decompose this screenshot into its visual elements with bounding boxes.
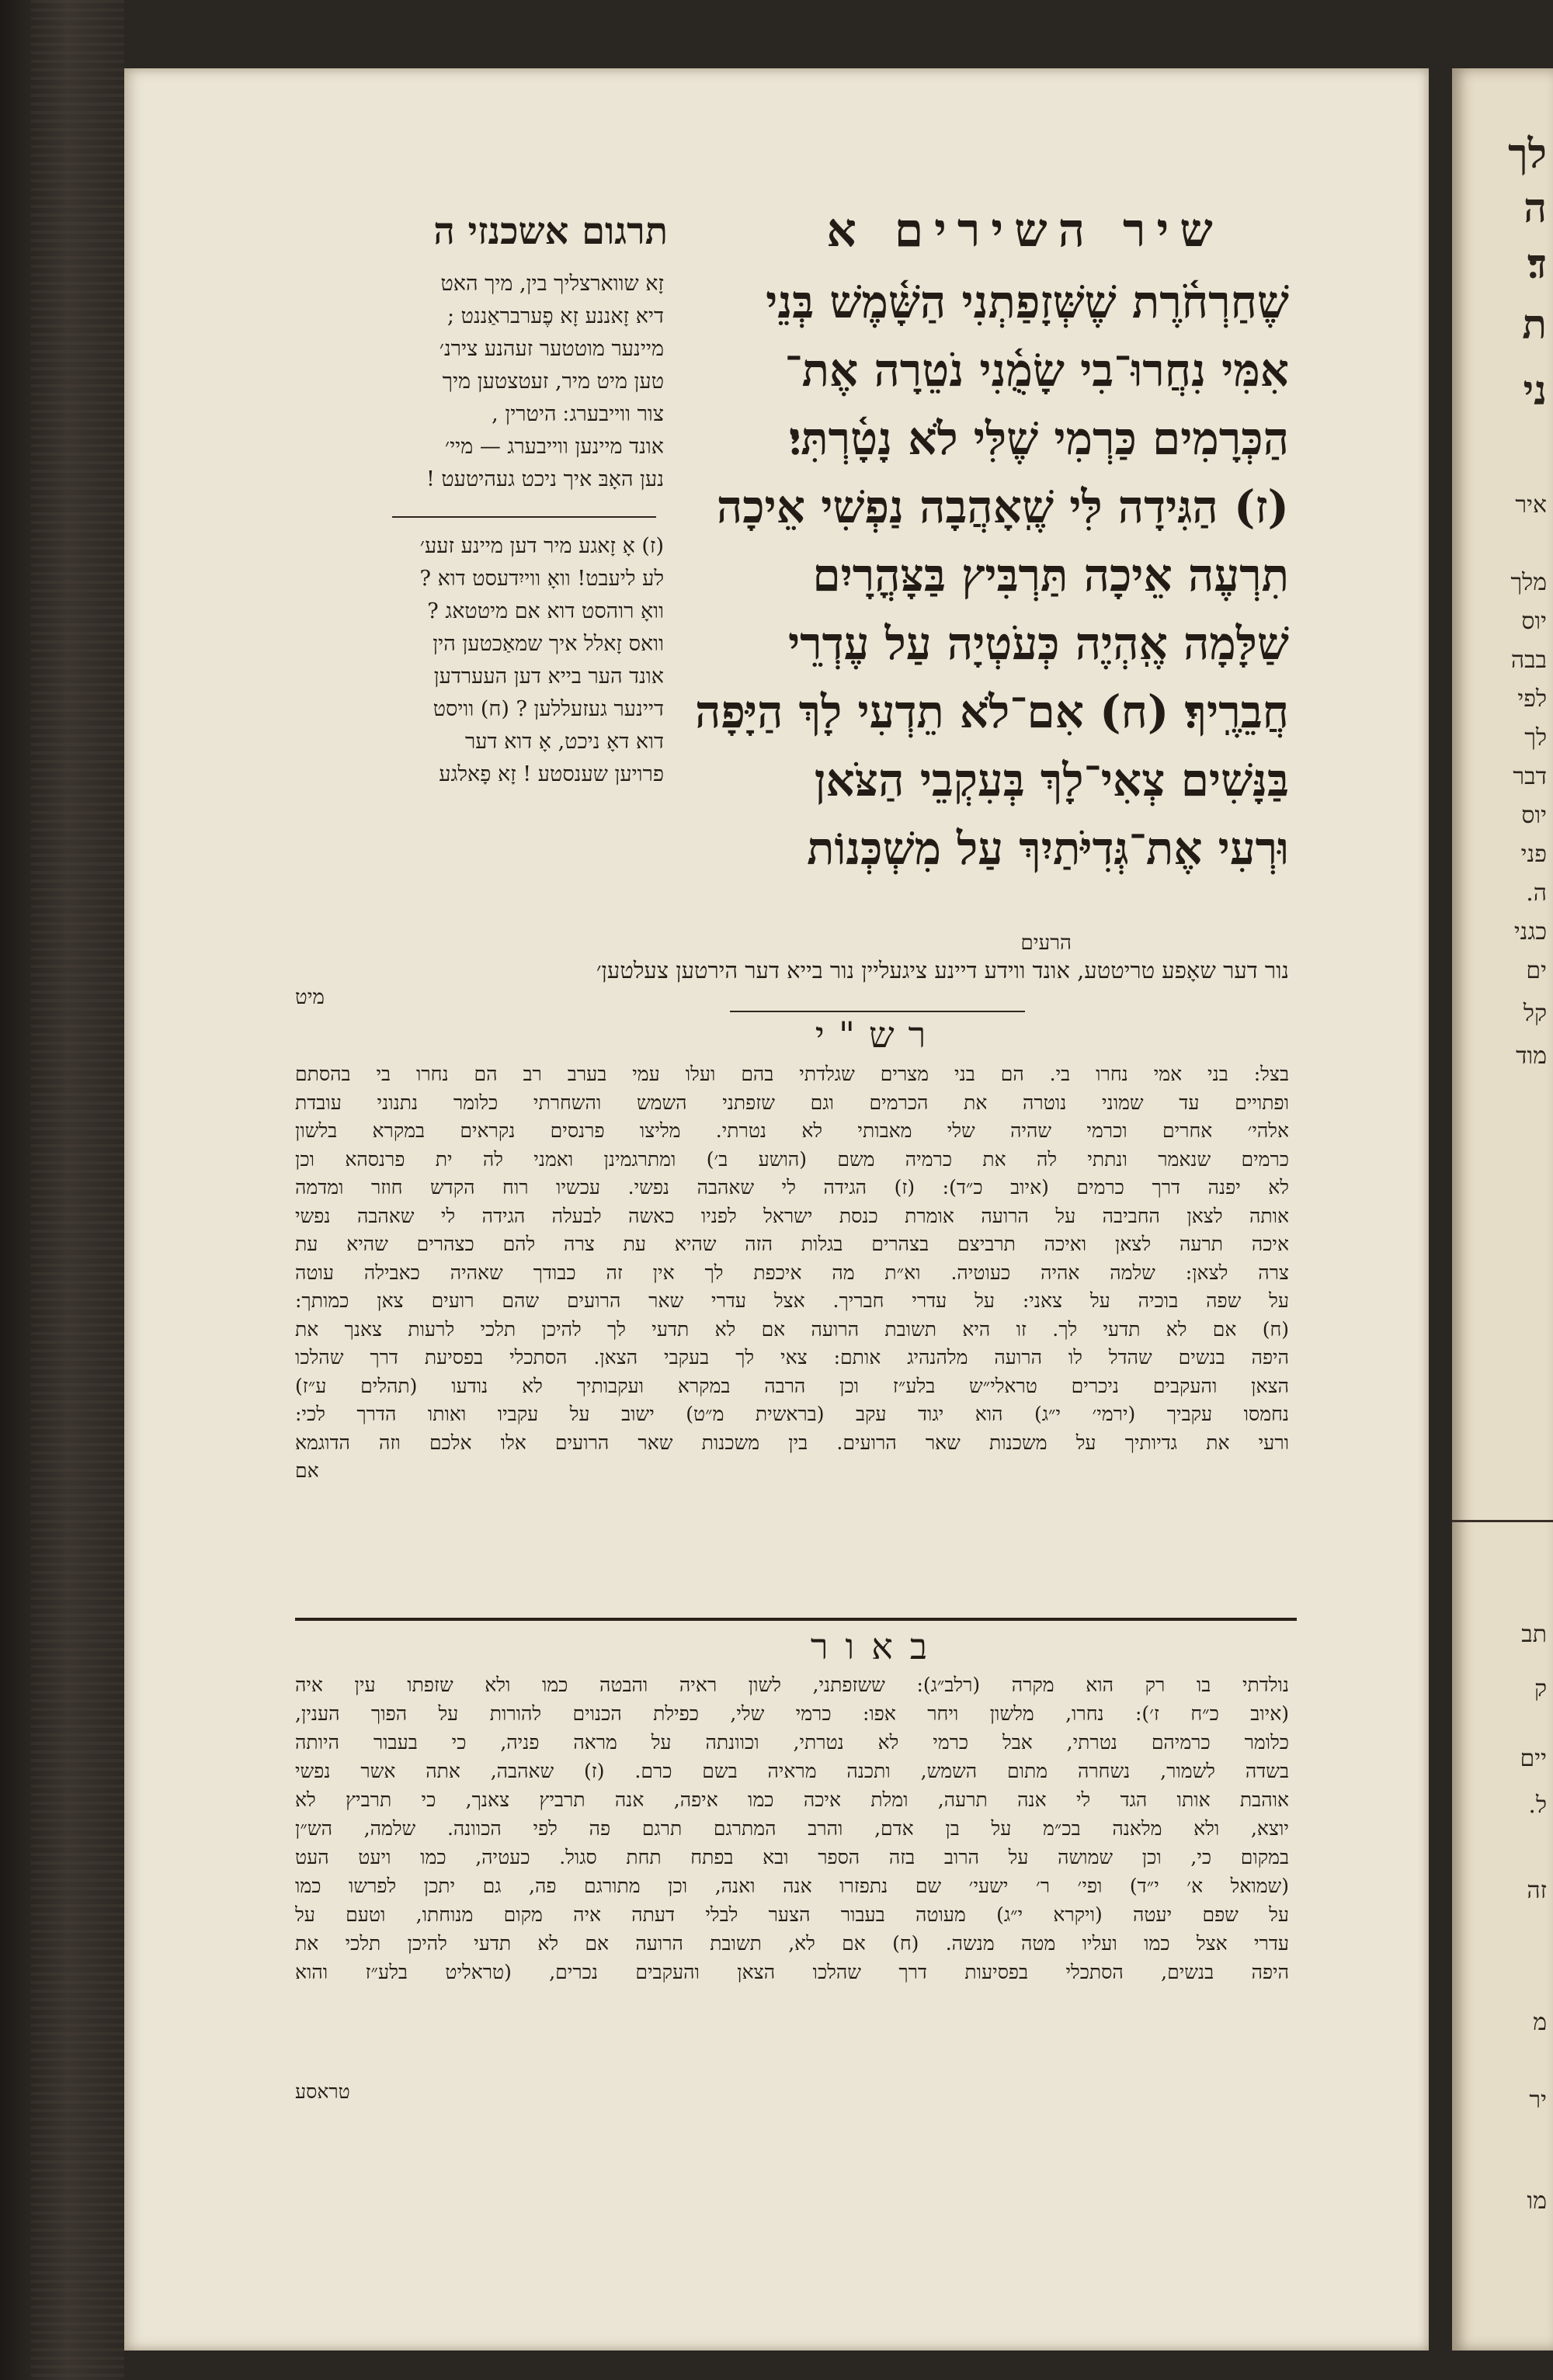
verse-line: שַׁלָּמָה אֶֽהְיֶה כְּעֹטְיָה עַל עֶדְרֵי [787,617,1289,670]
biur-line: כלומר כרמיהם נטרתי, אבל כרמי לא נטרתי, וכוונתה על מראה פניה, כי בעבור היותה [295,1731,1289,1754]
next-page-fragment: ה [1523,185,1547,232]
next-page-fragment: לך [1508,130,1547,178]
verse-line: שֶׁחַרְחֹ֫רֶת שֶׁשְּׁזָפַתְנִי הַשָּׁ֫מֶשׁ בְּנֵי [766,276,1289,328]
rashi-top-rule [730,1011,1025,1012]
verse-line: וּרְעִי אֶת־גְּדִיֹּתַיִךְ עַל מִשְׁכְּנוֹת [807,822,1289,875]
next-page-fragment: ת [1522,301,1547,349]
translation-column [299,268,664,791]
rashi-line: היפה בנשים שהדל לו הרועה מלהנהיג אותם: צאי לך בעקבי הצאן. הסתכלי בפסיעת דרך שהלכו [295,1346,1289,1369]
rashi-line: כרמים שנאמר ונתתי לה את כרמיה משם (הושע ב׳) ומתרגמינן ואמני לה ית פרנסהא וכן [295,1147,1289,1171]
next-page-fragment: ני [1523,367,1547,415]
biur-line: (איוב כ״ח ז׳): נחרו, מלשון ויחר אפו: כרמי שלי, כפילת הכנוים להורות על הפוך הענין, [295,1702,1289,1725]
translation-line: דיא זָאננע זָא פֶערבראַננט ; [446,304,664,328]
biur-line: עדרי אצל כמו ועליו מטה מנשה. (ח) אם לא, תשובת הרועה אם לא תדעי להיכן תלכי את [295,1932,1289,1955]
translation-continuation-line: נור דער שאָפע טריטטע, אונד ווידע דיינע ציגעליין נור בייא דער הירטען צעלטען׳ [596,957,1289,984]
translation-line: טען מיט מיר, זעטצטען מיך [442,369,664,394]
next-page-fragment: תב [1521,1621,1547,1648]
section-divider [295,1618,1297,1621]
translation-line: וואָ רוהסט דוא אם מיטטאג ? [427,599,664,623]
translation-line: לע ליעבט! וואָ ווייִדעסט דוא ? [419,567,664,591]
biur-line: במקום כי, וכן שמושה על הרוב בזה הספר ובא בפתח תחת סגול. כעטיה, כמו ויעט העט [295,1846,1289,1868]
next-page-fragment: לך [1524,724,1547,751]
translation-line: צור ווייבערג ׃ היטרין , [492,402,664,426]
translation-line: (ז) אָ זָאגע מיר דען מיינע זעע׳ [419,534,664,558]
rashi-line: הצאן והעקבים ניכרים טראלי״ש בלע״ז וכן הרבה במקרא ועקבותיך לא נודעו (תהלים ע״ז) [295,1374,1289,1397]
rashi-line: לא יפנה דרך כרמים (איוב כ״ד): (ז) הגידה לי שאהבה נפשי. עכשיו רוח הקדש חוזר ומדמה [295,1176,1289,1199]
next-page-fragment: ים [1526,957,1547,984]
next-page-fragment: דבר [1513,763,1547,790]
biur-line: נולדתי בו רק הוא מקרה (רלב״ג): ששזפתני, לשון ראיה והבטה כמו ולא שזפתו עין איה [295,1674,1289,1696]
verse-line: תִרְעֶה אֵיכָה תַּרְבִּיץ בַּצָּהֳרָיִם [812,549,1289,602]
translation-line: נען האָבּ איך ניכט געהיטעט ! [426,467,664,491]
biur-line: על שפם יעטה (ויקרא י״ג) מעוטה בעבור הצער לבלי דעתה איה מקום מנוחתו, וטעם על [295,1903,1289,1926]
rashi-line: אותה לצאן החביבה על הרועה אומרת כנסת ישראל לפניו כאשה לבעלה הגידה לי שאהבה נפשי [295,1204,1289,1227]
rashi-line: ורעי את גדיותיך על משכנות שאר הרועים. בין משכנות שאר הרועים אלו אלכם וזה הדוגמא [295,1431,1289,1454]
translation-catchword: מיט [295,986,325,1009]
next-page-fragment: ד׃ [1527,241,1547,288]
next-page-fragment: ק [1534,1675,1547,1702]
translation-line: זָא שווארצליך בין, מיך האט [440,272,664,296]
biur-line: היפה בנשים, הסתכלי בפסיעות דרך שהלכו הצאן והעקבים נכרים, (טראליט בלע״ז והוא [295,1961,1289,1983]
translation-line: אונד מיינען ווייבערג — מיי׳ [444,435,664,459]
next-page-fragment: ה. [1526,879,1547,907]
translation-divider [392,496,656,518]
next-page-fragment: יים [1520,1745,1547,1772]
verse-line: אִמִּי נִחֲרוּ־בִי שָׂמֻ֫נִי נֹטֵרָה אֶת־ [784,344,1289,397]
next-page-fragment: מו [1527,2187,1547,2215]
rashi-line: נחמסו עקביך (ירמי׳ י״ג) הוא יגוד עקב (בראשית מ״ט) ישוב על עקביו ואותו הדרך לכי: [295,1403,1289,1425]
adjacent-page-edge [1452,68,1553,2351]
verse-line: בַּנָּשִׁים צְאִי־לָךְ בְּעִקְבֵי הַצֹּאן [814,754,1289,807]
next-page-fragment: יוס [1521,608,1547,635]
rashi-line: בצל: בני אמי נחרו בי. הם בני מצרים שגלדתי בהם ועלו עמי בערב רב הם נחרו בי בהסתם [295,1063,1289,1085]
next-page-fragment: מוד [1516,1043,1547,1070]
biur-catchword: טראסע [295,2080,350,2103]
rashi-line: על שפה בוכיה על צאני: על עדרי חבריך. אצל עדרי שאר הרועים שהם רועים צאן כמותך: [295,1289,1289,1312]
book-binding [0,0,124,2380]
next-page-fragment: פני [1520,841,1547,868]
verse-line: הַכְּרָמִים כַּרְמִי שֶׁלִּי לֹא נָטָ֫רְתִּי׃ [789,412,1289,465]
translation-line: דיינער געזעללען ? (ח) וויסט [433,697,664,721]
rashi-line: (ח) אם לא תדעי לך. זו היא תשובת הרועה אם לא תדעי לך להיכן תלכי לרעות צאנך את [295,1317,1289,1341]
rashi-line: אלהי׳ אחרים וכרמי שהיה שלי מאבותי לא נטרתי. מליצו פרנסים נקראים במקרא בלשון [295,1119,1289,1142]
rashi-line: איכה תרעה לצאן ואיכה תרביצם בצהרים בגלות הזה שהיא עת צרה להם כצהרים שהיא עת [295,1233,1289,1255]
rashi-last-word: אם [295,1459,319,1482]
rashi-title: רש"י [815,1014,940,1056]
translation-heading: תרגום אשכנזי ה [433,210,668,253]
rashi-line: צרה לצאן: שלמה אהיה כעוטיה. וא״ת מה איכפת לך אין זה כבודך שאהיה כאבילה עוטה [295,1261,1289,1284]
verse-column [683,268,1289,883]
biur-line: יוצא, ולא מלאנה בכ״מ על בן אדם, והרב המתרגם תרגם פה לפי הכוונה. שלמה, הש״ן [295,1817,1289,1840]
next-page-fragment: איר [1515,491,1547,519]
next-page-fragment: בבה [1510,647,1547,674]
verse-line: חֲבֵרֶֽיךָ׃ (ח) אִם־לֹא תֵדְעִי לָךְ הַיָּפָה [694,685,1289,738]
translation-line: אונד הער בייא דען העערדען [433,664,664,689]
translation-line: דוא דאָ ניכט, אָ דוא דער [465,730,664,754]
next-page-fragment: זה [1527,1877,1547,1904]
biur-commentary [295,1671,1289,1986]
verse-line: (ז) הַגִּידָה לִּי שֶֽׁאָהֲבָה נַפְשִׁי אֵיכָה [716,481,1289,533]
next-page-fragment: יוס [1521,802,1547,829]
next-page-fragment: ל. [1528,1792,1547,1819]
next-page-fragment: לפי [1517,685,1547,713]
next-page-fragment: מ [1533,2009,1547,2036]
translation-line: פרויען שענסטע ! זָא פָאלגע [439,762,664,786]
next-page-rule [1452,1520,1553,1522]
biur-line: (שמואל א׳ י״ד) ופי׳ ר׳ ישעי׳ שם נתפזרו אנה ואנה, וכן מתורגם פה, גם יתכן לפרשו כמו [295,1875,1289,1897]
biur-line: אוהבת אותו הגד לי אנה תרעה, ומלת איכה כמו איפה, אנה תרביץ צאנך, כי תרביץ לא [295,1788,1289,1811]
next-page-fragment: כגני [1513,918,1547,945]
next-page-fragment: קל [1523,1000,1547,1027]
next-page-fragment: יר [1529,2087,1547,2114]
translation-line: וואס זָאלל איך שמאַכטען הין [433,632,664,656]
next-page-fragment: מלך [1510,569,1547,596]
verse-catchword: הרעים [1020,932,1072,955]
biur-line: בשדה לשמור, נשחרה מתום השמש, ותכנה מראיה בשם כרם. (ז) שאהבה, אתה אשר נפשי [295,1760,1289,1782]
translation-line: מיינער מוטטער זעהנע צירנ׳ [439,337,664,361]
rashi-line: ופתויים עד שמוני נוטרה את הכרמים וגם שזפתני השמש והשחרתי כלומר נתנוני עובדת [295,1091,1289,1114]
biur-title: באור [810,1625,945,1667]
rashi-commentary [295,1060,1289,1486]
book-heading: שיר השירים א [826,203,1224,258]
